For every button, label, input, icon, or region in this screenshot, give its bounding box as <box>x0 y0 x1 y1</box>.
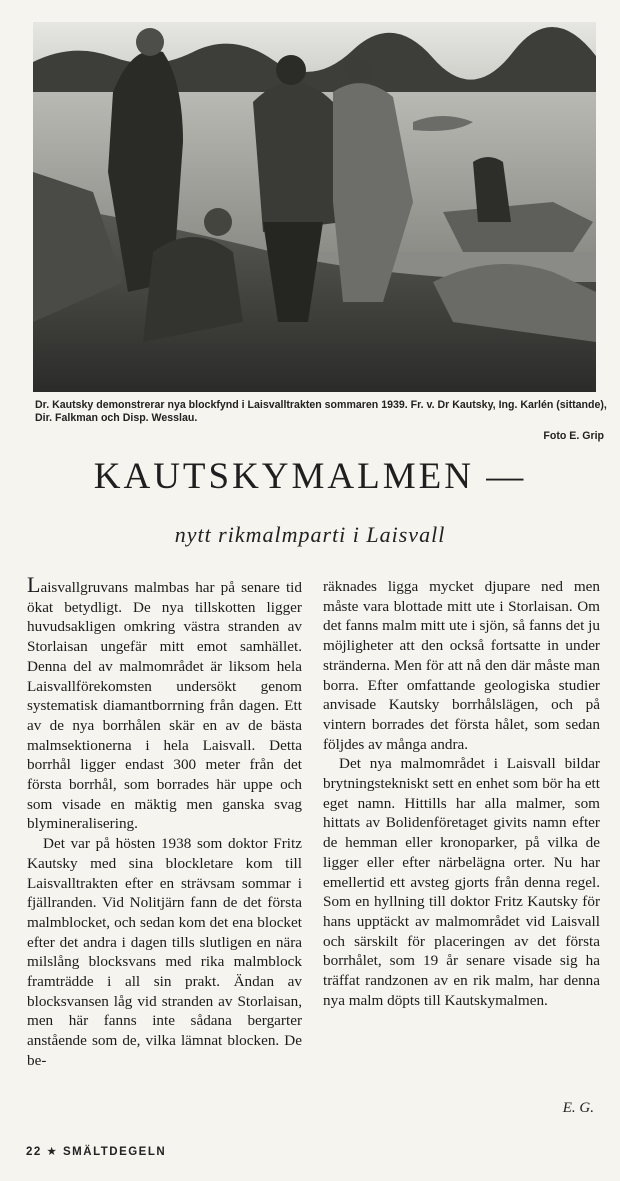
article-subtitle: nytt rikmalmparti i Laisvall <box>174 522 446 547</box>
paragraph: Det nya malmområdet i Laisvall bildar brytningstekniskt sett en enhet som bör ha ett eget namn. Hittills har alla malmer, som hittats av Bolidenföretaget givits namn efter de hemman eller kronoparker, på vilka de ligger eller efter närbelägna orter. Nu har emellertid ett avsteg gjorts från denna regel. Som en hyllning till doktor Fritz Kautsky för hans upptäckt av malmområdet vid Laisvall och särskilt för placeringen av det första borrhålet, som 19 år senare visade sig ha träffat randzonen av en rik malm, har denna nya malm döpts till Kautskymalmen. <box>323 755 600 1009</box>
paragraph: räknades ligga mycket djupare ned men måste vara blottade mitt ute i Storlaisan. Om det fanns malm mitt ute i sjön, så fanns det ju möjligheter att den också fortsatte in under stränderna. Men för att nå den där måste man borra. Efter omfattande geologiska studier anvisade Kautsky borrhålslägen, och på vintern borrades det första hålet, som sedan följdes av många andra. <box>323 578 600 753</box>
article-title: KAUTSKYMALMEN — <box>93 456 527 497</box>
article-photo <box>33 22 596 392</box>
publication-name: SMÄLTDEGELN <box>63 1146 167 1158</box>
page-footer <box>26 1144 166 1158</box>
author-signature: E. G. <box>562 1100 594 1116</box>
star-icon: ★ <box>46 1146 59 1158</box>
drop-cap: L <box>27 572 41 597</box>
article-column-left <box>27 572 302 1071</box>
photo-caption: Dr. Kautsky demonstrerar nya blockfynd i Laisvalltrakten sommaren 1939. Fr. v. Dr Kautsky, Ing. Karlén (sittande), Dir. Falkman och Disp. Wesslau. <box>35 399 607 424</box>
paragraph: Det var på hösten 1938 som doktor Fritz Kautsky med sina blockletare kom till Laisvalltrakten efter en strävsam sommar i fjällranden. Vid Nolitjärn fann de det första malmblocket, och sedan kom det ena blocket efter det andra i dagen tills slutligen en nära milslång blocksvans med rika malmblock framträdde i all sin prakt. Ändan av blocksvansen låg vid stranden av Storlaisan, men här fanns inte sådana bergarter anstående som de, vilka lämnat blocken. De be- <box>27 835 302 1069</box>
paragraph-text: aisvallgruvans malmbas har på senare tid ökat betydligt. De nya tillskotten ligger huvudsakligen omkring västra stranden av Storlaisan ungefär mitt emot samhället. Denna del av malmområdet är liksom hela Laisvallförekomsten undersökt genom systematisk diamantborrning från dagen. Ett av de nya borrhålen skär en av de bästa malmsektionerna i hela Laisvall. Detta borrhål ligger endast 300 meter från det första borrhål, som borrades här uppe och som visade en mäktig men ganska svag blymineralisering. <box>27 579 302 833</box>
article-column-right <box>323 577 600 1010</box>
paragraph <box>27 572 302 834</box>
page-number: 22 <box>26 1146 42 1158</box>
photo-image <box>33 22 596 392</box>
photo-credit: Foto E. Grip <box>543 430 604 442</box>
